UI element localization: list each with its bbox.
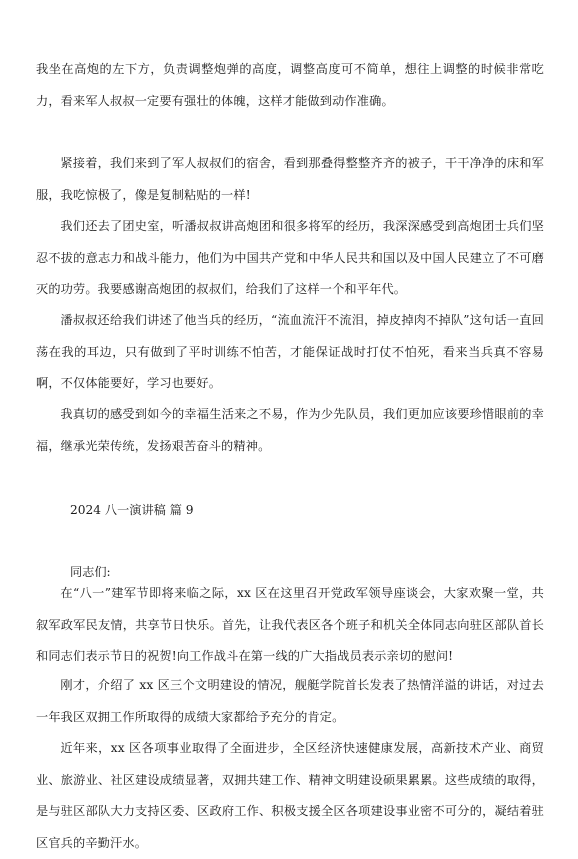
paragraph-soldier-experience: 潘叔叔还给我们讲述了他当兵的经历，“流血流汗不流泪，掉皮掉肉不掉队”这句话一直回荡在我的耳边，只有做到了平时训练不怕苦，才能保证战时打仗不怕死，看来当兵真不容易啊，不仅体能要好，学习也要好。 — [36, 313, 544, 390]
paragraph-history-room: 我们还去了团史室，听潘叔叔讲高炮团和很多将军的经历，我深深感受到高炮团士兵们坚忍不拔的意志力和战斗能力，他们为中国共产党和中华人民共和国以及中国人民建立了不可磨灭的功劳。我要感谢高炮团的叔叔们，给我们了这样一个和平年代。 — [36, 219, 544, 296]
paragraph-meeting-opening: 在“八一”建军节即将来临之际，xx 区在这里召开党政军领导座谈会，大家欢聚一堂，共叙军政军民友情，共享节日快乐。首先，让我代表区各个班子和机关全体同志向驻区部队首长和同志们表示节日的祝贺!向工作战斗在第一线的广大指战员表示亲切的慰问! — [36, 586, 544, 663]
paragraph-achievements: 近年来，xx 区各项事业取得了全面进步，全区经济快速健康发展，高新技术产业、商贸业、旅游业、社区建设成绩显著，双拥共建工作、精神文明建设硕果累累。这些成绩的取得，是与驻区部队大力支持区委、区政府工作、积极支援全区各项建设事业密不可分的，凝结着驻区官兵的辛勤汗水。 — [36, 741, 544, 850]
paragraph-gun-position: 我坐在高炮的左下方，负责调整炮弹的高度，调整高度可不简单，想往上调整的时候非常吃力，看来军人叔叔一定要有强壮的体魄，这样才能做到动作准确。 — [36, 62, 544, 108]
paragraph-conclusion: 我真切的感受到如今的幸福生活来之不易，作为少先队员，我们更加应该要珍惜眼前的幸福，继承光荣传统，发扬艰苦奋斗的精神。 — [36, 407, 544, 453]
paragraph-introduction: 刚才，介绍了 xx 区三个文明建设的情况，舰艇学院首长发表了热情洋溢的讲话，对过去一年我区双拥工作所取得的成绩大家都给予充分的肯定。 — [36, 678, 544, 724]
salutation: 同志们: — [70, 565, 111, 579]
paragraph-dormitory: 紧接着，我们来到了军人叔叔们的宿舍，看到那叠得整整齐齐的被子，干干净净的床和军服，我吃惊极了，像是复制粘贴的一样! — [36, 156, 544, 202]
section-heading: 2024 八一演讲稿 篇 9 — [70, 503, 194, 517]
